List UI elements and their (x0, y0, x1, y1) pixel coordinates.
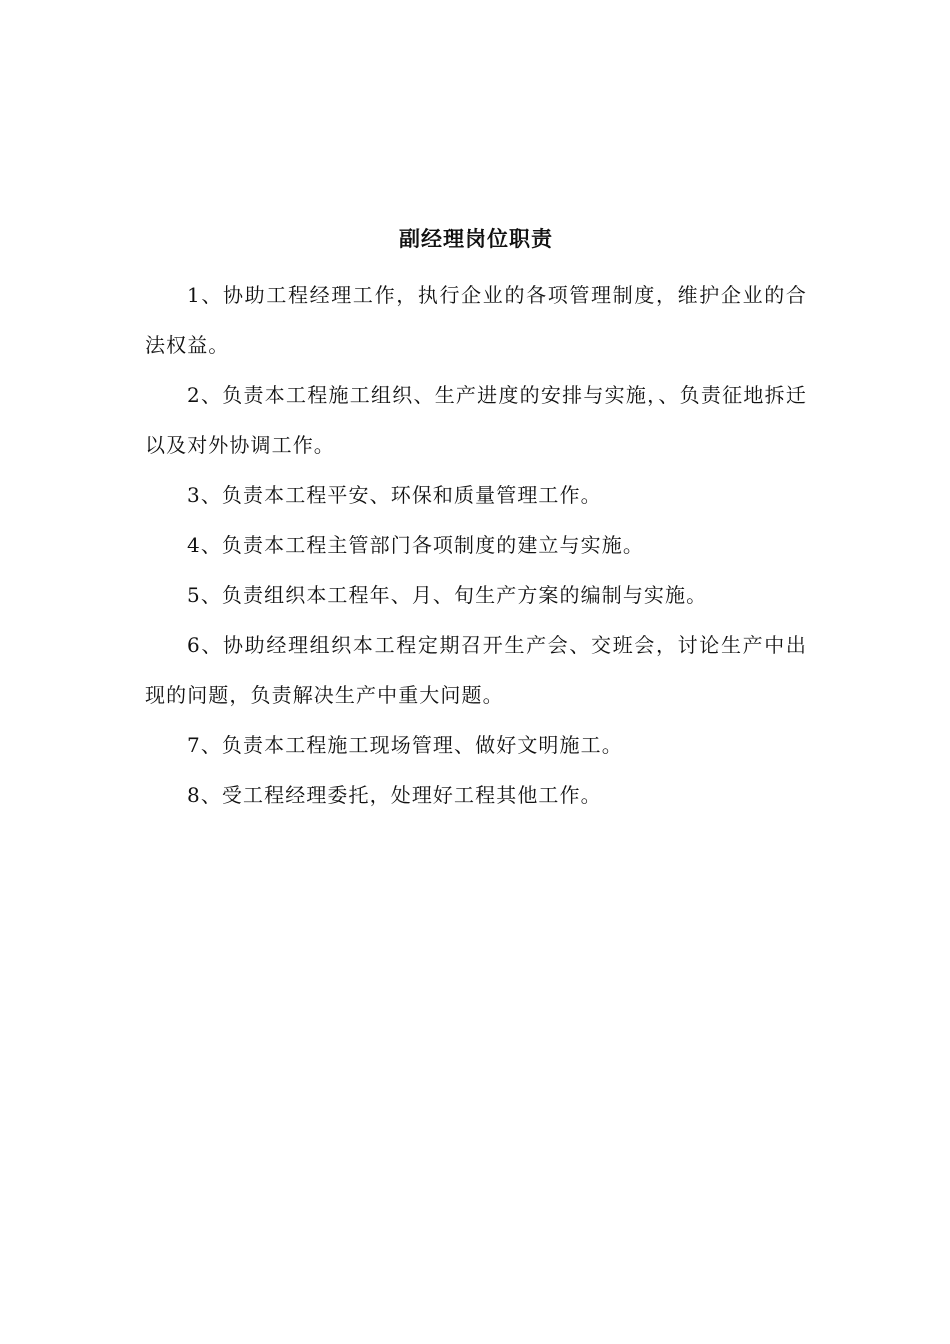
duty-item-3: 3、负责本工程平安、环保和质量管理工作。 (187, 483, 602, 507)
duty-item-5: 5、负责组织本工程年、月、旬生产方案的编制与实施。 (187, 583, 708, 607)
duty-item-8: 8、受工程经理委托，处理好工程其他工作。 (187, 783, 602, 807)
duty-item-1: 1、协助工程经理工作，执行企业的各项管理制度，维护企业的合法权益。 (145, 283, 807, 357)
duty-item-4: 4、负责本工程主管部门各项制度的建立与实施。 (187, 533, 644, 557)
duty-item-7: 7、负责本工程施工现场管理、做好文明施工。 (187, 733, 623, 757)
duty-item-2: 2、负责本工程施工组织、生产进度的安排与实施，、负责征地拆迁以及对外协调工作。 (145, 383, 807, 457)
duty-item-6: 6、协助经理组织本工程定期召开生产会、交班会，讨论生产中出现的问题，负责解决生产中重大问题。 (145, 633, 807, 707)
document-body (145, 222, 807, 820)
document-title: 副经理岗位职责 (399, 227, 553, 251)
